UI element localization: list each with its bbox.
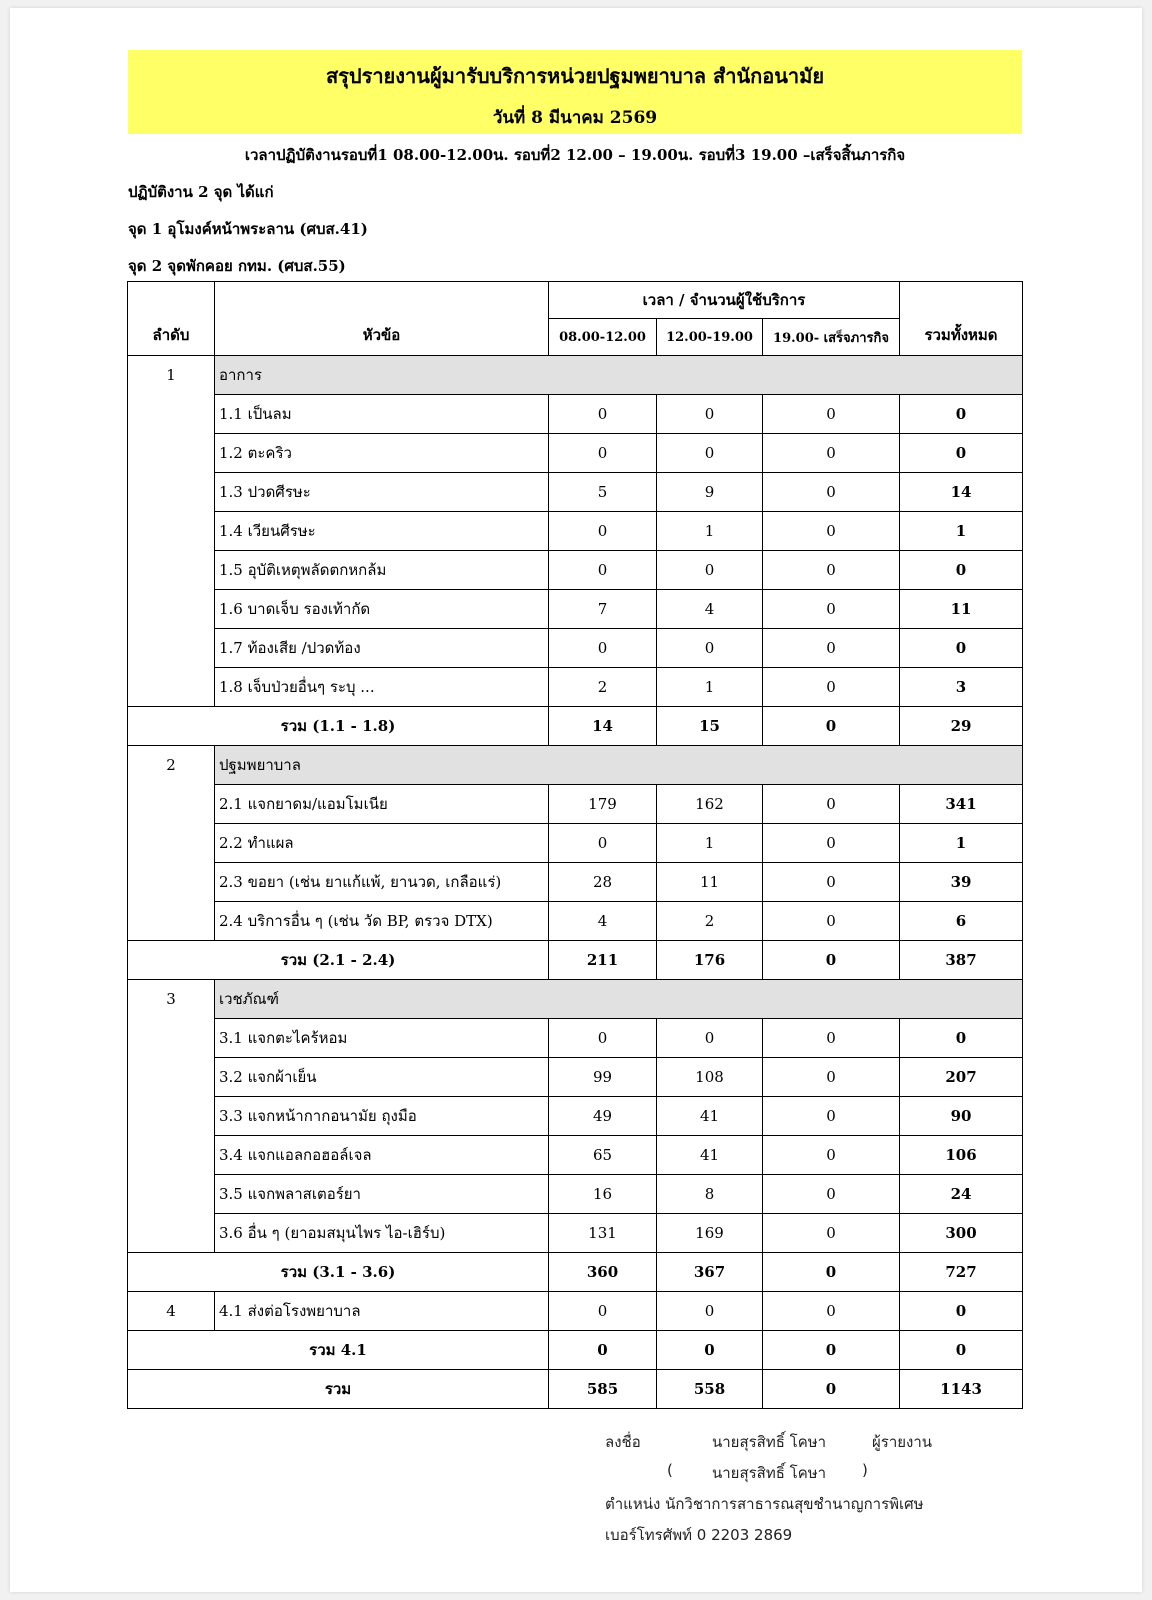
subtotal-label: รวม (1.1 - 1.8) xyxy=(128,707,549,746)
row-label: 3.2 แจกผ้าเย็น xyxy=(215,1058,549,1097)
section-number: 3 xyxy=(128,980,215,1253)
cell-total: 6 xyxy=(900,902,1023,941)
table-row xyxy=(128,902,1023,941)
row-label: 3.1 แจกตะไคร้หอม xyxy=(215,1019,549,1058)
cell-s2: 11 xyxy=(657,863,763,902)
table-row xyxy=(128,473,1023,512)
table-row xyxy=(128,512,1023,551)
cell-s1: 131 xyxy=(549,1214,657,1253)
subtotal-label: รวม 4.1 xyxy=(128,1331,549,1370)
table-row xyxy=(128,1097,1023,1136)
cell-s2: 0 xyxy=(657,434,763,473)
header-shift-1: 08.00-12.00 xyxy=(549,319,657,356)
cell-total: 0 xyxy=(900,1292,1023,1331)
signer-phone: เบอร์โทรศัพท์ 0 2203 2869 xyxy=(605,1526,793,1544)
row-label: 1.3 ปวดศีรษะ xyxy=(215,473,549,512)
cell-s1: 0 xyxy=(549,1292,657,1331)
table-row xyxy=(128,863,1023,902)
cell-s3: 0 xyxy=(763,1253,900,1292)
cell-s2: 367 xyxy=(657,1253,763,1292)
cell-s3: 0 xyxy=(763,1292,900,1331)
cell-s1: 0 xyxy=(549,629,657,668)
grand-total-row xyxy=(128,1370,1023,1409)
cell-total: 11 xyxy=(900,590,1023,629)
cell-s3: 0 xyxy=(763,1097,900,1136)
cell-s1: 16 xyxy=(549,1175,657,1214)
report-title-banner xyxy=(128,50,1022,134)
table-row xyxy=(128,785,1023,824)
table-row xyxy=(128,824,1023,863)
cell-s2: 41 xyxy=(657,1097,763,1136)
cell-s1: 5 xyxy=(549,473,657,512)
cell-s3: 0 xyxy=(763,863,900,902)
cell-s1: 0 xyxy=(549,1019,657,1058)
cell-s3: 0 xyxy=(763,1019,900,1058)
section-title: เวชภัณฑ์ xyxy=(215,980,1023,1019)
cell-s2: 9 xyxy=(657,473,763,512)
cell-s3: 0 xyxy=(763,1175,900,1214)
cell-s3: 0 xyxy=(763,473,900,512)
cell-s2: 8 xyxy=(657,1175,763,1214)
row-label: 3.4 แจกแอลกอฮอล์เจล xyxy=(215,1136,549,1175)
cell-s3: 0 xyxy=(763,902,900,941)
row-label: 3.6 อื่น ๆ (ยาอมสมุนไพร ไอ-เฮิร์บ) xyxy=(215,1214,549,1253)
cell-total: 29 xyxy=(900,707,1023,746)
signer-role: ผู้รายงาน xyxy=(872,1433,933,1451)
cell-s3: 0 xyxy=(763,590,900,629)
cell-s1: 360 xyxy=(549,1253,657,1292)
table-row xyxy=(128,551,1023,590)
header-shift-2: 12.00-19.00 xyxy=(657,319,763,356)
cell-s1: 0 xyxy=(549,1331,657,1370)
cell-total: 0 xyxy=(900,434,1023,473)
cell-total: 0 xyxy=(900,629,1023,668)
cell-s3: 0 xyxy=(763,785,900,824)
cell-s2: 1 xyxy=(657,824,763,863)
table-row xyxy=(128,1175,1023,1214)
point-2: จุด 2 จุดพักคอย กทม. (ศบส.55) xyxy=(128,257,346,275)
subtotal-row xyxy=(128,941,1023,980)
subtotal-row xyxy=(128,1253,1023,1292)
cell-total: 1 xyxy=(900,824,1023,863)
cell-s2: 176 xyxy=(657,941,763,980)
points-intro: ปฏิบัติงาน 2 จุด ได้แก่ xyxy=(128,183,274,201)
cell-s1: 4 xyxy=(549,902,657,941)
cell-s2: 0 xyxy=(657,1019,763,1058)
subtotal-row xyxy=(128,707,1023,746)
cell-s1: 99 xyxy=(549,1058,657,1097)
cell-s3: 0 xyxy=(763,941,900,980)
report-table xyxy=(127,281,1023,1409)
section-title: อาการ xyxy=(215,356,1023,395)
shift-times: เวลาปฏิบัติงานรอบที่1 08.00-12.00น. รอบที่2 12.00 – 19.00น. รอบที่3 19.00 –เสร็จสิ้นภารกิจ xyxy=(244,146,906,164)
paren-open: ( xyxy=(667,1461,673,1479)
table-row xyxy=(128,395,1023,434)
subtotal-label: รวม (3.1 - 3.6) xyxy=(128,1253,549,1292)
signer-name: นายสุรสิทธิ์ โคษา xyxy=(712,1433,827,1451)
cell-s3: 0 xyxy=(763,434,900,473)
table-row xyxy=(128,629,1023,668)
cell-total: 90 xyxy=(900,1097,1023,1136)
row-label: 4.1 ส่งต่อโรงพยาบาล xyxy=(215,1292,549,1331)
cell-total: 300 xyxy=(900,1214,1023,1253)
cell-total: 14 xyxy=(900,473,1023,512)
cell-s2: 0 xyxy=(657,395,763,434)
table-row xyxy=(128,1214,1023,1253)
table-row xyxy=(128,1019,1023,1058)
cell-s1: 585 xyxy=(549,1370,657,1409)
cell-s2: 169 xyxy=(657,1214,763,1253)
cell-s3: 0 xyxy=(763,1331,900,1370)
cell-total: 106 xyxy=(900,1136,1023,1175)
table-row xyxy=(128,434,1023,473)
cell-total: 341 xyxy=(900,785,1023,824)
cell-total: 207 xyxy=(900,1058,1023,1097)
table-row xyxy=(128,1292,1023,1331)
header-time-group: เวลา / จำนวนผู้ใช้บริการ xyxy=(549,282,900,319)
cell-total: 39 xyxy=(900,863,1023,902)
cell-s1: 2 xyxy=(549,668,657,707)
cell-s2: 41 xyxy=(657,1136,763,1175)
cell-s2: 15 xyxy=(657,707,763,746)
cell-s3: 0 xyxy=(763,824,900,863)
cell-s2: 108 xyxy=(657,1058,763,1097)
section-header-row xyxy=(128,356,1023,395)
cell-s2: 0 xyxy=(657,629,763,668)
cell-s1: 0 xyxy=(549,824,657,863)
section-number: 1 xyxy=(128,356,215,707)
row-label: 2.4 บริการอื่น ๆ (เช่น วัด BP, ตรวจ DTX) xyxy=(215,902,549,941)
report-date: วันที่ 8 มีนาคม 2569 xyxy=(492,108,658,128)
row-label: 3.5 แจกพลาสเตอร์ยา xyxy=(215,1175,549,1214)
sign-label: ลงชื่อ xyxy=(605,1433,641,1451)
cell-s2: 4 xyxy=(657,590,763,629)
cell-s1: 179 xyxy=(549,785,657,824)
cell-s3: 0 xyxy=(763,512,900,551)
row-label: 1.5 อุบัติเหตุพลัดตกหกล้ม xyxy=(215,551,549,590)
cell-s3: 0 xyxy=(763,551,900,590)
subtotal-label: รวม (2.1 - 2.4) xyxy=(128,941,549,980)
row-label: 1.4 เวียนศีรษะ xyxy=(215,512,549,551)
cell-s1: 7 xyxy=(549,590,657,629)
grand-total-label: รวม xyxy=(128,1370,549,1409)
cell-s3: 0 xyxy=(763,395,900,434)
cell-total: 0 xyxy=(900,1331,1023,1370)
row-label: 2.1 แจกยาดม/แอมโมเนีย xyxy=(215,785,549,824)
cell-s3: 0 xyxy=(763,629,900,668)
cell-s2: 0 xyxy=(657,1292,763,1331)
row-label: 1.8 เจ็บป่วยอื่นๆ ระบุ ... xyxy=(215,668,549,707)
paren-close: ) xyxy=(862,1461,868,1479)
subtotal-row xyxy=(128,1331,1023,1370)
row-label: 3.3 แจกหน้ากากอนามัย ถุงมือ xyxy=(215,1097,549,1136)
section-header-row xyxy=(128,746,1023,785)
cell-total: 0 xyxy=(900,1019,1023,1058)
table-row xyxy=(128,1058,1023,1097)
cell-s2: 1 xyxy=(657,668,763,707)
cell-s3: 0 xyxy=(763,707,900,746)
cell-total: 0 xyxy=(900,551,1023,590)
header-no: ลำดับ xyxy=(128,282,215,356)
header-total: รวมทั้งหมด xyxy=(900,282,1023,356)
cell-s3: 0 xyxy=(763,1136,900,1175)
cell-total: 1 xyxy=(900,512,1023,551)
cell-s2: 0 xyxy=(657,551,763,590)
cell-s1: 49 xyxy=(549,1097,657,1136)
cell-s3: 0 xyxy=(763,1214,900,1253)
cell-s2: 1 xyxy=(657,512,763,551)
row-label: 2.3 ขอยา (เช่น ยาแก้แพ้, ยานวด, เกลือแร่) xyxy=(215,863,549,902)
cell-s3: 0 xyxy=(763,1058,900,1097)
row-label: 2.2 ทำแผล xyxy=(215,824,549,863)
table-row xyxy=(128,590,1023,629)
cell-s1: 0 xyxy=(549,551,657,590)
cell-s1: 0 xyxy=(549,512,657,551)
point-1: จุด 1 อุโมงค์หน้าพระลาน (ศบส.41) xyxy=(128,220,368,238)
cell-s3: 0 xyxy=(763,668,900,707)
cell-s3: 0 xyxy=(763,1370,900,1409)
cell-total: 24 xyxy=(900,1175,1023,1214)
cell-s2: 558 xyxy=(657,1370,763,1409)
section-number: 2 xyxy=(128,746,215,941)
signer-name-print: นายสุรสิทธิ์ โคษา xyxy=(712,1464,827,1482)
cell-s1: 0 xyxy=(549,434,657,473)
header-shift-3: 19.00- เสร็จภารกิจ xyxy=(763,319,900,356)
row-label: 1.6 บาดเจ็บ รองเท้ากัด xyxy=(215,590,549,629)
cell-s2: 0 xyxy=(657,1331,763,1370)
row-label: 1.2 ตะคริว xyxy=(215,434,549,473)
row-label: 1.1 เป็นลม xyxy=(215,395,549,434)
cell-s2: 2 xyxy=(657,902,763,941)
table-row xyxy=(128,1136,1023,1175)
cell-total: 727 xyxy=(900,1253,1023,1292)
section-number: 4 xyxy=(128,1292,215,1331)
cell-total: 1143 xyxy=(900,1370,1023,1409)
cell-total: 3 xyxy=(900,668,1023,707)
row-label: 1.7 ท้องเสีย /ปวดท้อง xyxy=(215,629,549,668)
cell-s1: 0 xyxy=(549,395,657,434)
cell-s1: 14 xyxy=(549,707,657,746)
signer-position: ตำแหน่ง นักวิชาการสาธารณสุขชำนาญการพิเศษ xyxy=(605,1495,924,1513)
cell-s2: 162 xyxy=(657,785,763,824)
section-title: ปฐมพยาบาล xyxy=(215,746,1023,785)
table-row xyxy=(128,668,1023,707)
cell-s1: 65 xyxy=(549,1136,657,1175)
section-header-row xyxy=(128,980,1023,1019)
cell-s1: 28 xyxy=(549,863,657,902)
report-title: สรุปรายงานผู้มารับบริการหน่วยปฐมพยาบาล สำนักอนามัย xyxy=(325,64,825,88)
cell-total: 387 xyxy=(900,941,1023,980)
cell-total: 0 xyxy=(900,395,1023,434)
cell-s1: 211 xyxy=(549,941,657,980)
header-topic: หัวข้อ xyxy=(215,282,549,356)
